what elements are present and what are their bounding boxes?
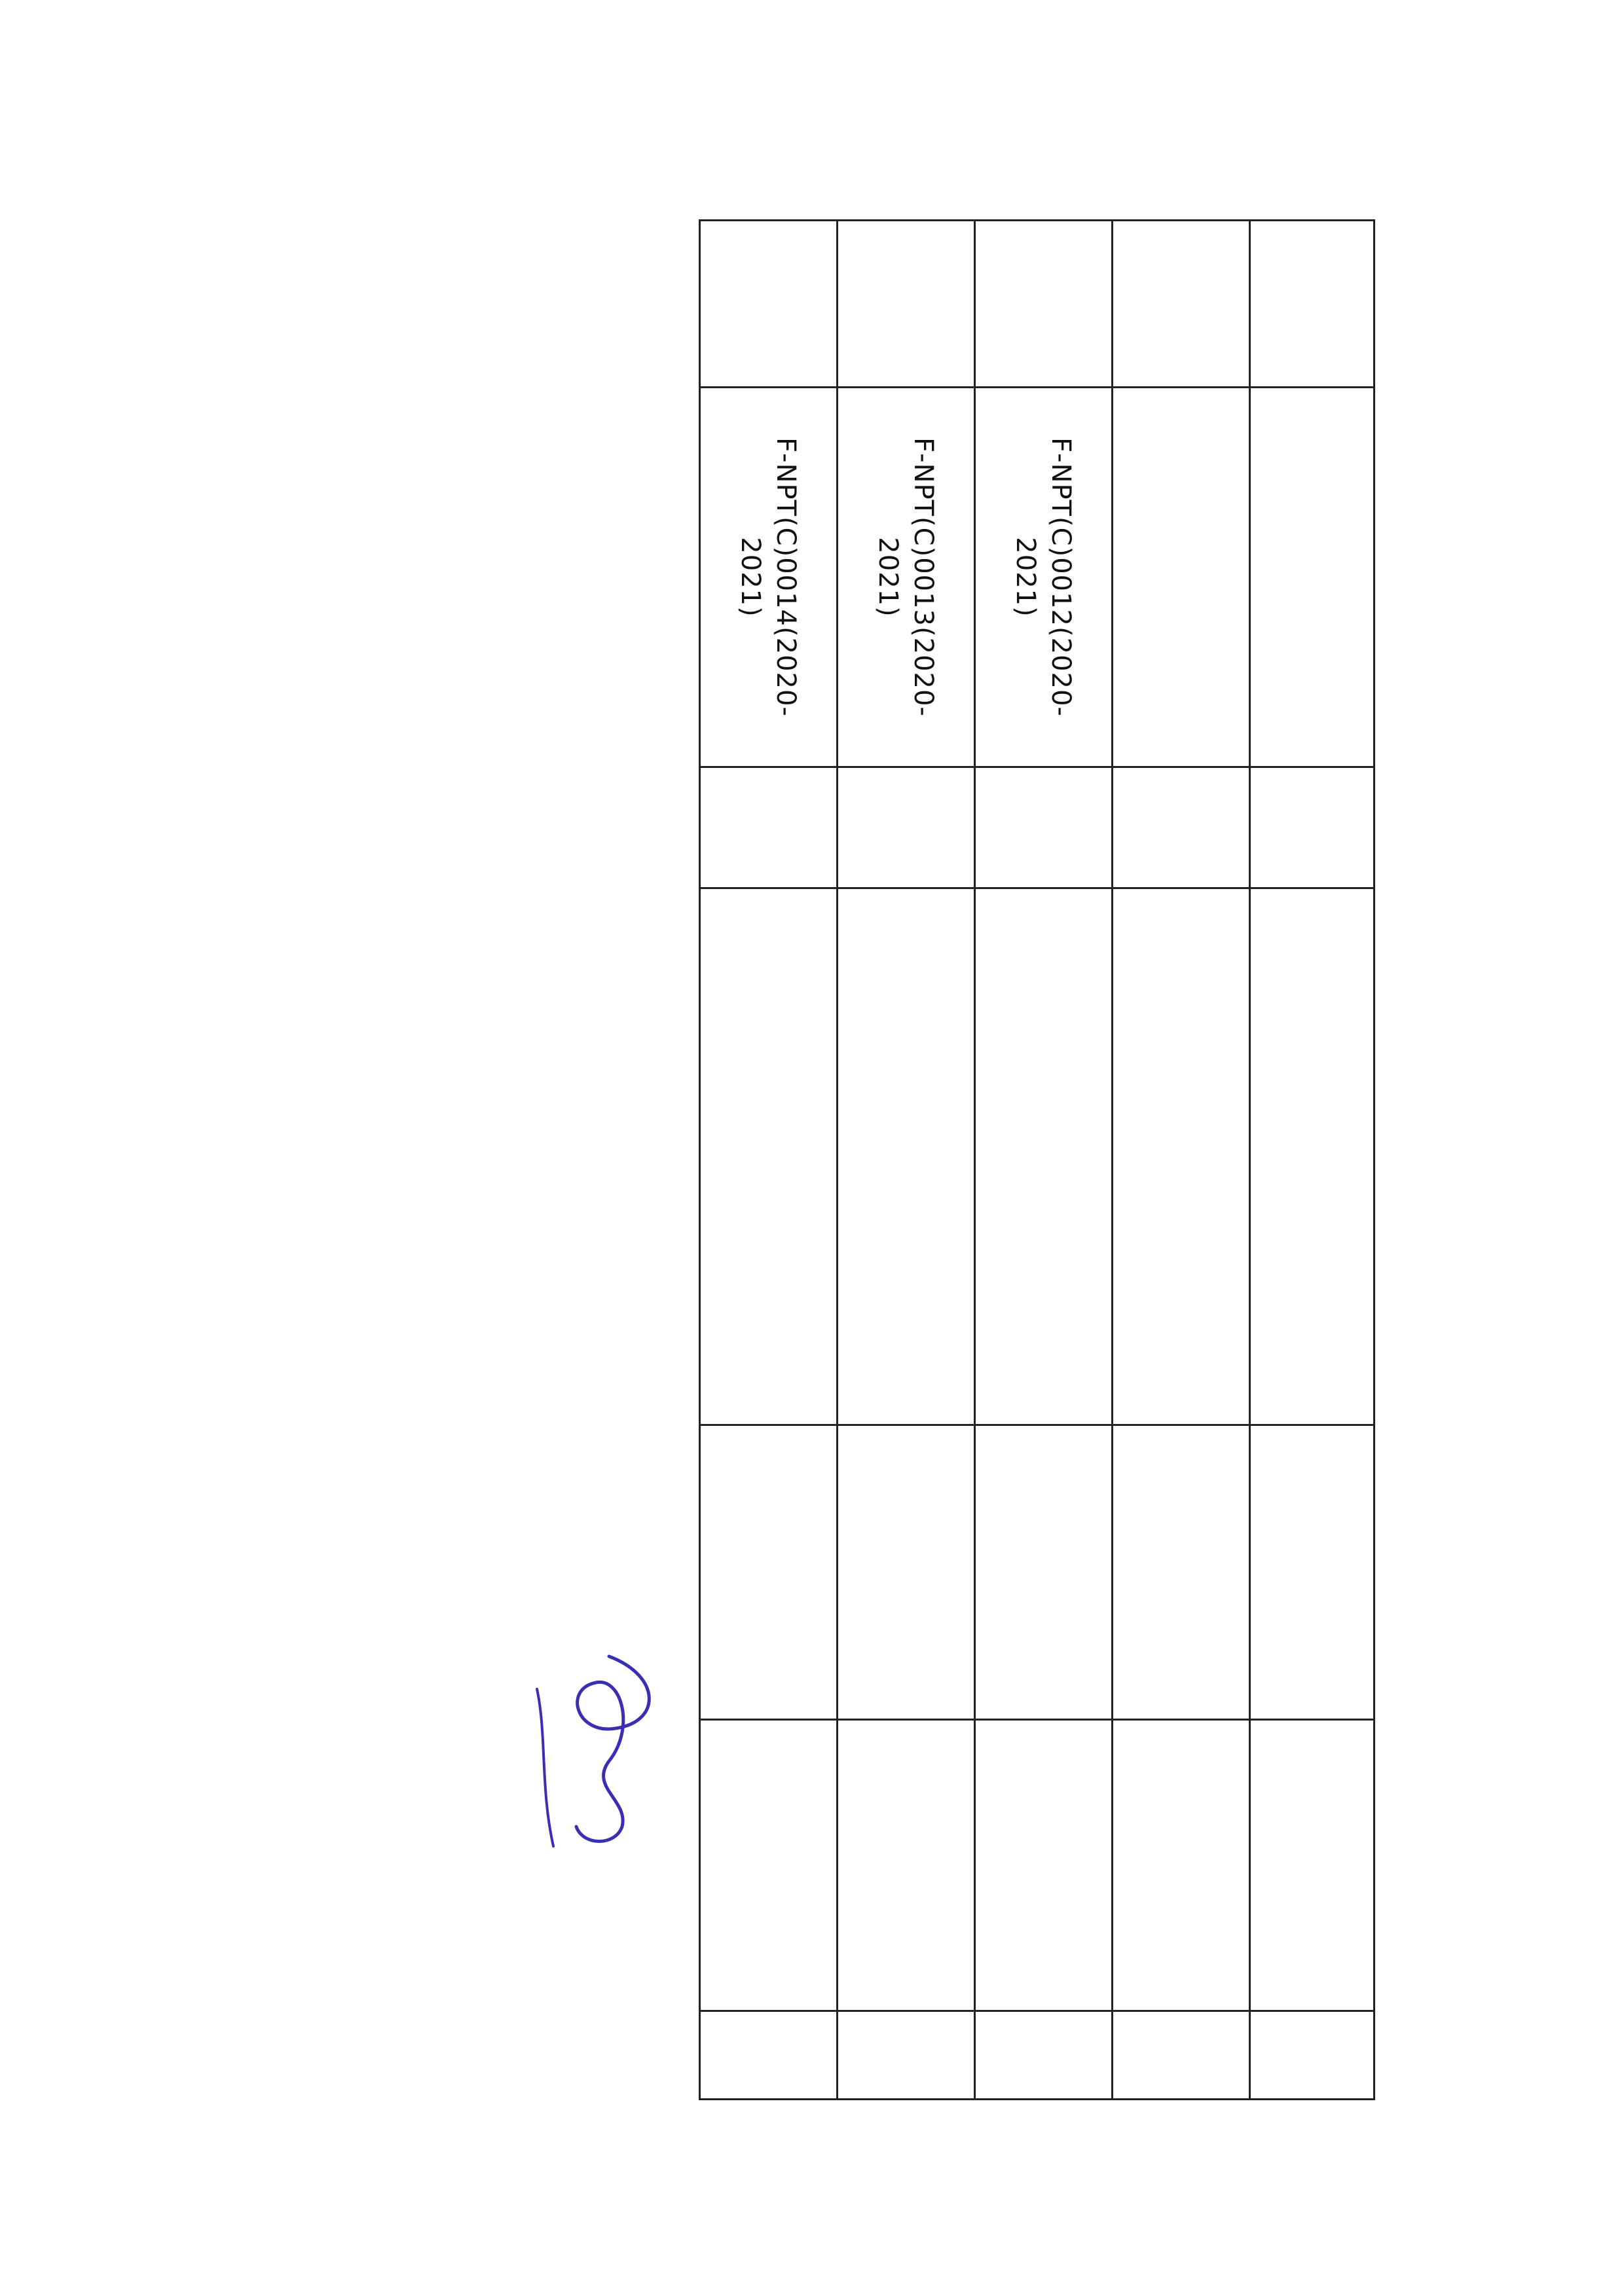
column-header <box>1250 767 1375 888</box>
table-row <box>975 221 1113 2100</box>
official-stamp <box>413 1552 819 1977</box>
table-cell <box>1113 221 1250 388</box>
table-cell <box>1113 388 1250 767</box>
column-header <box>1250 1425 1375 1720</box>
table-row <box>838 221 975 2100</box>
table-cell <box>975 1425 1113 1720</box>
registration-code-cell: F-NPT(C)0014(2020-2021) <box>700 388 838 767</box>
table-cell <box>838 1425 975 1720</box>
column-header <box>1250 388 1375 767</box>
table-cell <box>700 888 838 1425</box>
table-cell <box>838 1720 975 2011</box>
table-cell <box>1113 2011 1250 2100</box>
column-header <box>1250 1720 1375 2011</box>
signature-mark <box>491 1630 688 1905</box>
registration-code-cell: F-NPT(C)0013(2020-2021) <box>838 388 975 767</box>
rotated-page-content <box>360 216 1480 2102</box>
table-header-row <box>1250 221 1375 2100</box>
table-cell <box>1113 1425 1250 1720</box>
table-cell <box>700 221 838 388</box>
table-cell <box>838 767 975 888</box>
registration-code-cell: F-NPT(C)0012(2020-2021) <box>975 388 1113 767</box>
table-cell <box>1113 767 1250 888</box>
table-cell <box>838 888 975 1425</box>
table-cell <box>838 221 975 388</box>
table-cell <box>975 767 1113 888</box>
table-cell <box>1113 1720 1250 2011</box>
table-cell <box>700 2011 838 2100</box>
table-cell <box>838 2011 975 2100</box>
column-header <box>1250 221 1375 388</box>
table-cell <box>975 2011 1113 2100</box>
table-cell <box>975 888 1113 1425</box>
table-row <box>1113 221 1250 2100</box>
table-cell <box>1113 888 1250 1425</box>
table-cell <box>975 221 1113 388</box>
column-header <box>1250 2011 1375 2100</box>
column-header <box>1250 888 1375 1425</box>
table-cell <box>700 767 838 888</box>
table-cell <box>975 1720 1113 2011</box>
